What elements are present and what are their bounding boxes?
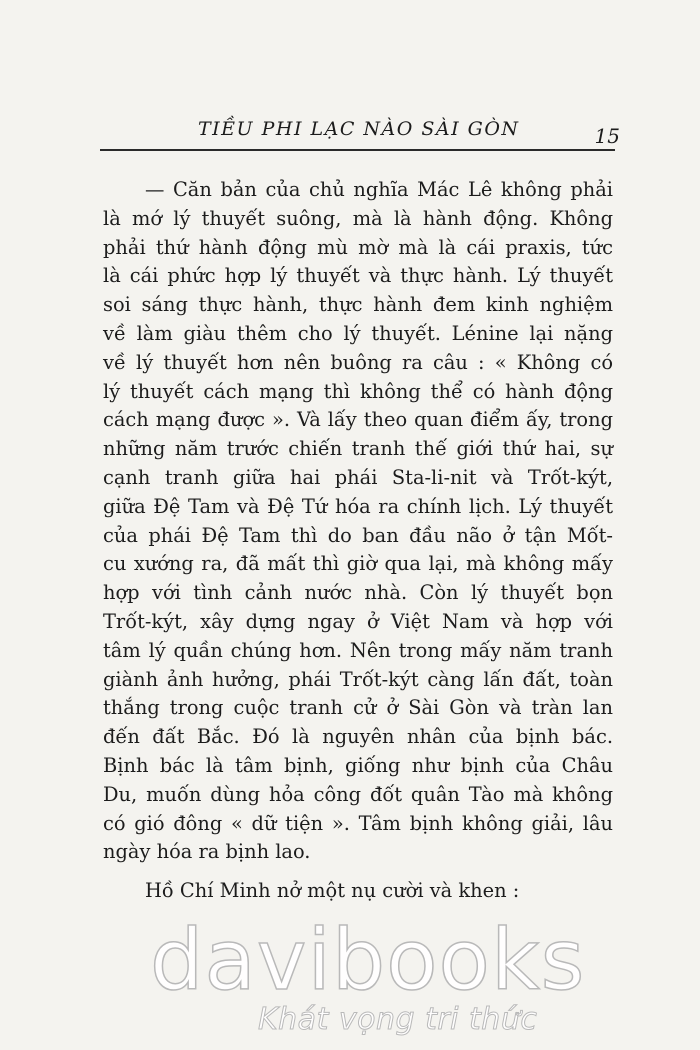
text-line: ngày hóa ra bịnh lao. [103, 840, 311, 864]
text-line: là cái phức hợp lý thuyết và thực hành. Lý thuyết [103, 264, 613, 288]
watermark-slogan: Khát vọng tri thức [258, 1002, 538, 1037]
text-line: phải thứ hành động mù mờ mà là cái praxis, tức [103, 235, 613, 259]
text-line: về làm giàu thêm cho lý thuyết. Lénine lại nặng [103, 321, 613, 345]
text-line: Bịnh bác là tâm bịnh, giống như bịnh của Châu [103, 753, 613, 777]
text-line: những năm trước chiến tranh thế giới thứ hai, sự [103, 437, 613, 461]
text-line: tâm lý quần chúng hơn. Nên trong mấy năm tranh [103, 638, 613, 662]
text-line: — Căn bản của chủ nghĩa Mác Lê không phải [145, 178, 613, 201]
text-line: giành ảnh hưởng, phái Trốt-kýt càng lấn đất, toàn [103, 667, 613, 691]
running-title: TIỀU PHI LẠC NÀO SÀI GÒN [198, 118, 520, 140]
text-line: Hồ Chí Minh nở một nụ cười và khen : [145, 879, 520, 903]
text-line: có gió đông « dữ tiện ». Tâm bịnh không giải, lâu [103, 811, 613, 835]
watermark-logo: davibooks [150, 911, 586, 1009]
text-line: của phái Đệ Tam thì do ban đầu não ở tận Mốt- [103, 523, 613, 547]
header-divider [100, 149, 615, 151]
running-header [100, 118, 620, 152]
text-line: Du, muốn dùng hỏa công đốt quân Tào mà không [103, 782, 613, 806]
text-line: về lý thuyết hơn nên buông ra câu : « Không có [103, 350, 613, 374]
text-line: giữa Đệ Tam và Đệ Tứ hóa ra chính lịch. Lý thuyết [103, 494, 613, 518]
text-line: Trốt-kýt, xây dựng ngay ở Việt Nam và hợp với [103, 609, 613, 633]
text-line: hợp với tình cảnh nước nhà. Còn lý thuyết bọn [103, 581, 613, 605]
page-number: 15 [594, 124, 620, 148]
text-line: cách mạng được ». Và lấy theo quan điểm ấy, trong [103, 408, 613, 432]
text-line: soi sáng thực hành, thực hành đem kinh nghiệm [103, 293, 613, 317]
text-line: cạnh tranh giữa hai phái Sta-li-nit và Trốt-kýt, [103, 465, 613, 489]
text-line: là mớ lý thuyết suông, mà là hành động. Không [103, 206, 613, 230]
text-line: thắng trong cuộc tranh cử ở Sài Gòn và tràn lan [103, 696, 613, 720]
text-line: đến đất Bắc. Đó là nguyên nhân của bịnh bác. [103, 725, 613, 749]
text-line: lý thuyết cách mạng thì không thể có hành động [103, 379, 613, 403]
text-line: cu xướng ra, đã mất thì giờ qua lại, mà không mấy [103, 552, 613, 576]
body-text [103, 176, 613, 906]
